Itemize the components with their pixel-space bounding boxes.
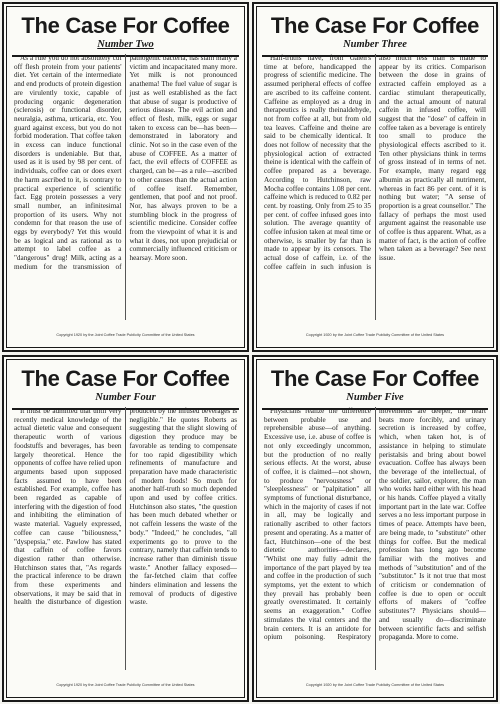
panel-title: The Case For Coffee — [21, 13, 230, 38]
panel-number: Number Three — [343, 39, 407, 50]
panel-title: The Case For Coffee — [21, 366, 230, 391]
panel-body: It must be admitted that until very recently medical knowledge of the actual dietetic value and consequent therapeutic worth of various foodstuffs and beverages, has been largely theoretical. Hence the opponents of coffee have relied upon arguments based upon supposed facts assumed to have been established. For example, coffee has been regarded as capable of interfering with the digestion of food and inhibiting the elimination of waste material. Vaguely expressed, coffee can cause "biliousness," "dyspepsia," etc. Pawlow has stated that caffein of coffee favors digestion rather than otherwise. Hutchinson states that, "As regards the practical inference to be drawn from these experiments and observations, it may be said that in health the disturbance of digestion produced by the infused beverages is negligible." He quotes Roberts as suggesting that the slight slowing of digestion they produce may be favorable as tending to compensate for too rapid digestibility which refinements of manufacture and preparation have made characteristic of modern foods! So much for another half-truth so much depended upon and used by coffee critics. Hutchinson also states, "the question has been much debated whether or not caffein lessens the waste of the body." "Indeed," he concludes, "all experiments go to prove to the contrary, namely that caffein tends to increase rather than diminish tissue waste." Another fallacy exposed—the far-fetched claim that coffee hinders elimination and lessens the removal of products of digestive waste. — [14, 407, 237, 607]
panel-number-three — [252, 2, 498, 352]
panel-number: Number Four — [95, 392, 156, 403]
panel-body: Half-truths have, from Galen's time at before, handicapped the progress of scientific medicine. The assumed peripheral effects of coffee are ascribed to its caffeine content. Caffeine as employed as a drug in therapeutics is really theinaldehyde, not from coffee at all, but from old tea leaves. Caffeine and theine are said to be chemically identical. It does not follow of necessity that the physiological action of extracted theine is identical with the caffein of coffee prepared as a beverage. According to Hutchinson, raw Mocha coffee contains 1.08 per cent. caffeine which is reduced to 0.82 per cent. by roasting. Only from 25 to 35 per cent. of coffee infused goes into solution. The average quantity of coffee infusion taken at meal time or otherwise, is smaller by far than is made to appear by its censors. The actual dose of caffein, i.e. of the coffee caffein in such infusion is also much less than is made to appear by its critics. Comparison between the dose in grains of extracted caffein employed as a cardiac stimulant therapeutically, and the actual amount of natural caffein in infused coffee, will suggest that the "dose" of caffein in coffee taken as a beverage is entirely too small to produce the physiological effects ascribed to it. Ten other physicians think in terms of gross instead of in terms of net. For example, many regard egg albumin as practically all nutriment, whereas in fact 86 per cent. of it is nothing but water; "A sense of proportion is a great counsellor." The fallacy of perhaps the most used argument against the reasonable use of coffee is thus apparent. What, as a matter of fact, is the action of coffee when taken as a beverage? See next issue. — [264, 54, 486, 271]
copyright-notice: Copyright 1920 by the Joint Coffee Trade Publicity Committee of the United States — [56, 333, 195, 338]
copyright-notice: Copyright 1920 by the Joint Coffee Trade Publicity Committee of the United States — [305, 333, 445, 338]
panel-body: As a rule you do not absolutely cut off flesh protein from your patients' diet. Yet certain of the intermediate and end products of protein digestion are virulently toxic, capable of producing organic degeneration (sclerosis) or functional disorder, neuralgia, asthma, urticaria, etc. You guard against excess, but you do not forbid moderation. That coffee taken in excess can induce functional disorders is undeniable. But that, used as it is used by 98 per cent. of individuals, coffee can or does exert the harm ascribed to it, is contrary to practical experience of scientific fact. Egg protein possesses a very small number, an infinitesimal proportion of its users. Why not condemn for that reason the use of eggs by everybody? Yet this would be as logical and as rational as to attempt to label coffee as a "dangerous" drug! Milk, acting as a medium for the transmission of pathogenic bacteria, has slain many a victim and incapacitated many more. Yet milk is not pronounced anathema! The fuel value of sugar is just as well established as the fact that abuse of sugar is productive of serious disease. The evil action and effect of flesh, milk, eggs or sugar taken to excess can be—has been—demonstrated in laboratory and clinic. Not so in the case even of the abuse of COFFEE. As a matter of fact, the evil effects of COFFEE as charged, can be—as a rule—ascribed to other causes than the actual action of coffee itself. Remember, gentlemen, that poof and not proof. Nor, has always proven to be a stumbling block in the progress of scientific medicine. Consider coffee from the viewpoint of what it is and what it does, not upon prejudicial or commercially influenced criticism or hearsay. More soon. — [14, 54, 237, 271]
panel-title: The Case For Coffee — [270, 13, 480, 38]
panel-number-two — [2, 2, 249, 352]
panel-body: Physicians realize the difference between probable use and reprehensible abuse—of anything. Excessive use, i.e. abuse of coffee is not only exceedingly uncommon, but the production of no really serious effects. At the worst, abuse of coffee, it is claimed—not shown, to produce "nervousness" or "sleeplessness" or "palpitation" all symptoms of functional disturbance, which in the majority of cases if not in all, may be logically and rationally ascribed to other factors present and operating. As a matter of fact, Hutchinson—one of the best dietetic authorities—declares, "Whilst one may fully admit the importance of the part played by tea and coffee in the production of such symptoms, yet the extent to which they prevail has probably been greatly overestimated. It certainly seems an exaggeration." Coffee stimulates the vital centers and the brain centers. It is an antidote for opium poisoning. Respiratory movements are deeper, the heart beats more forcibly, and urinary secretion is increased by coffee, which, when taken hot, is of assistance in helping to stimulate peristalsis and bring about bowel evacuation. Coffee has always been the beverage of the intellectual, of the soldier, sailor, explorer, the man who works hard either with his head or his hands. Coffee played a vitally important part in the late war. Coffee serves a no less important purpose in times of peace. Attempts have been, are being made, to "substitute" other things for coffee. But the medical profession has long ago become familiar with the motives and methods of "substitution" and of the "substitutor." Is it not true that most of criticism or condemnation of coffee is due to open or occult efforts of makers of "coffee substitutes"? Physicians should—and usually do—discriminate between scientific facts and selfish propaganda. More to come. — [264, 407, 486, 642]
panel-title: The Case For Coffee — [270, 366, 480, 391]
panel-number-five — [252, 355, 498, 702]
copyright-notice: Copyright 1920 by the Joint Coffee Trade Publicity Committee of the United States — [305, 683, 445, 688]
panel-number: Number Two — [97, 39, 154, 50]
panel-number: Number Five — [346, 392, 404, 403]
copyright-notice: Copyright 1920 by the Joint Coffee Trade Publicity Committee of the United States — [56, 683, 195, 688]
panel-number-four — [2, 355, 249, 702]
